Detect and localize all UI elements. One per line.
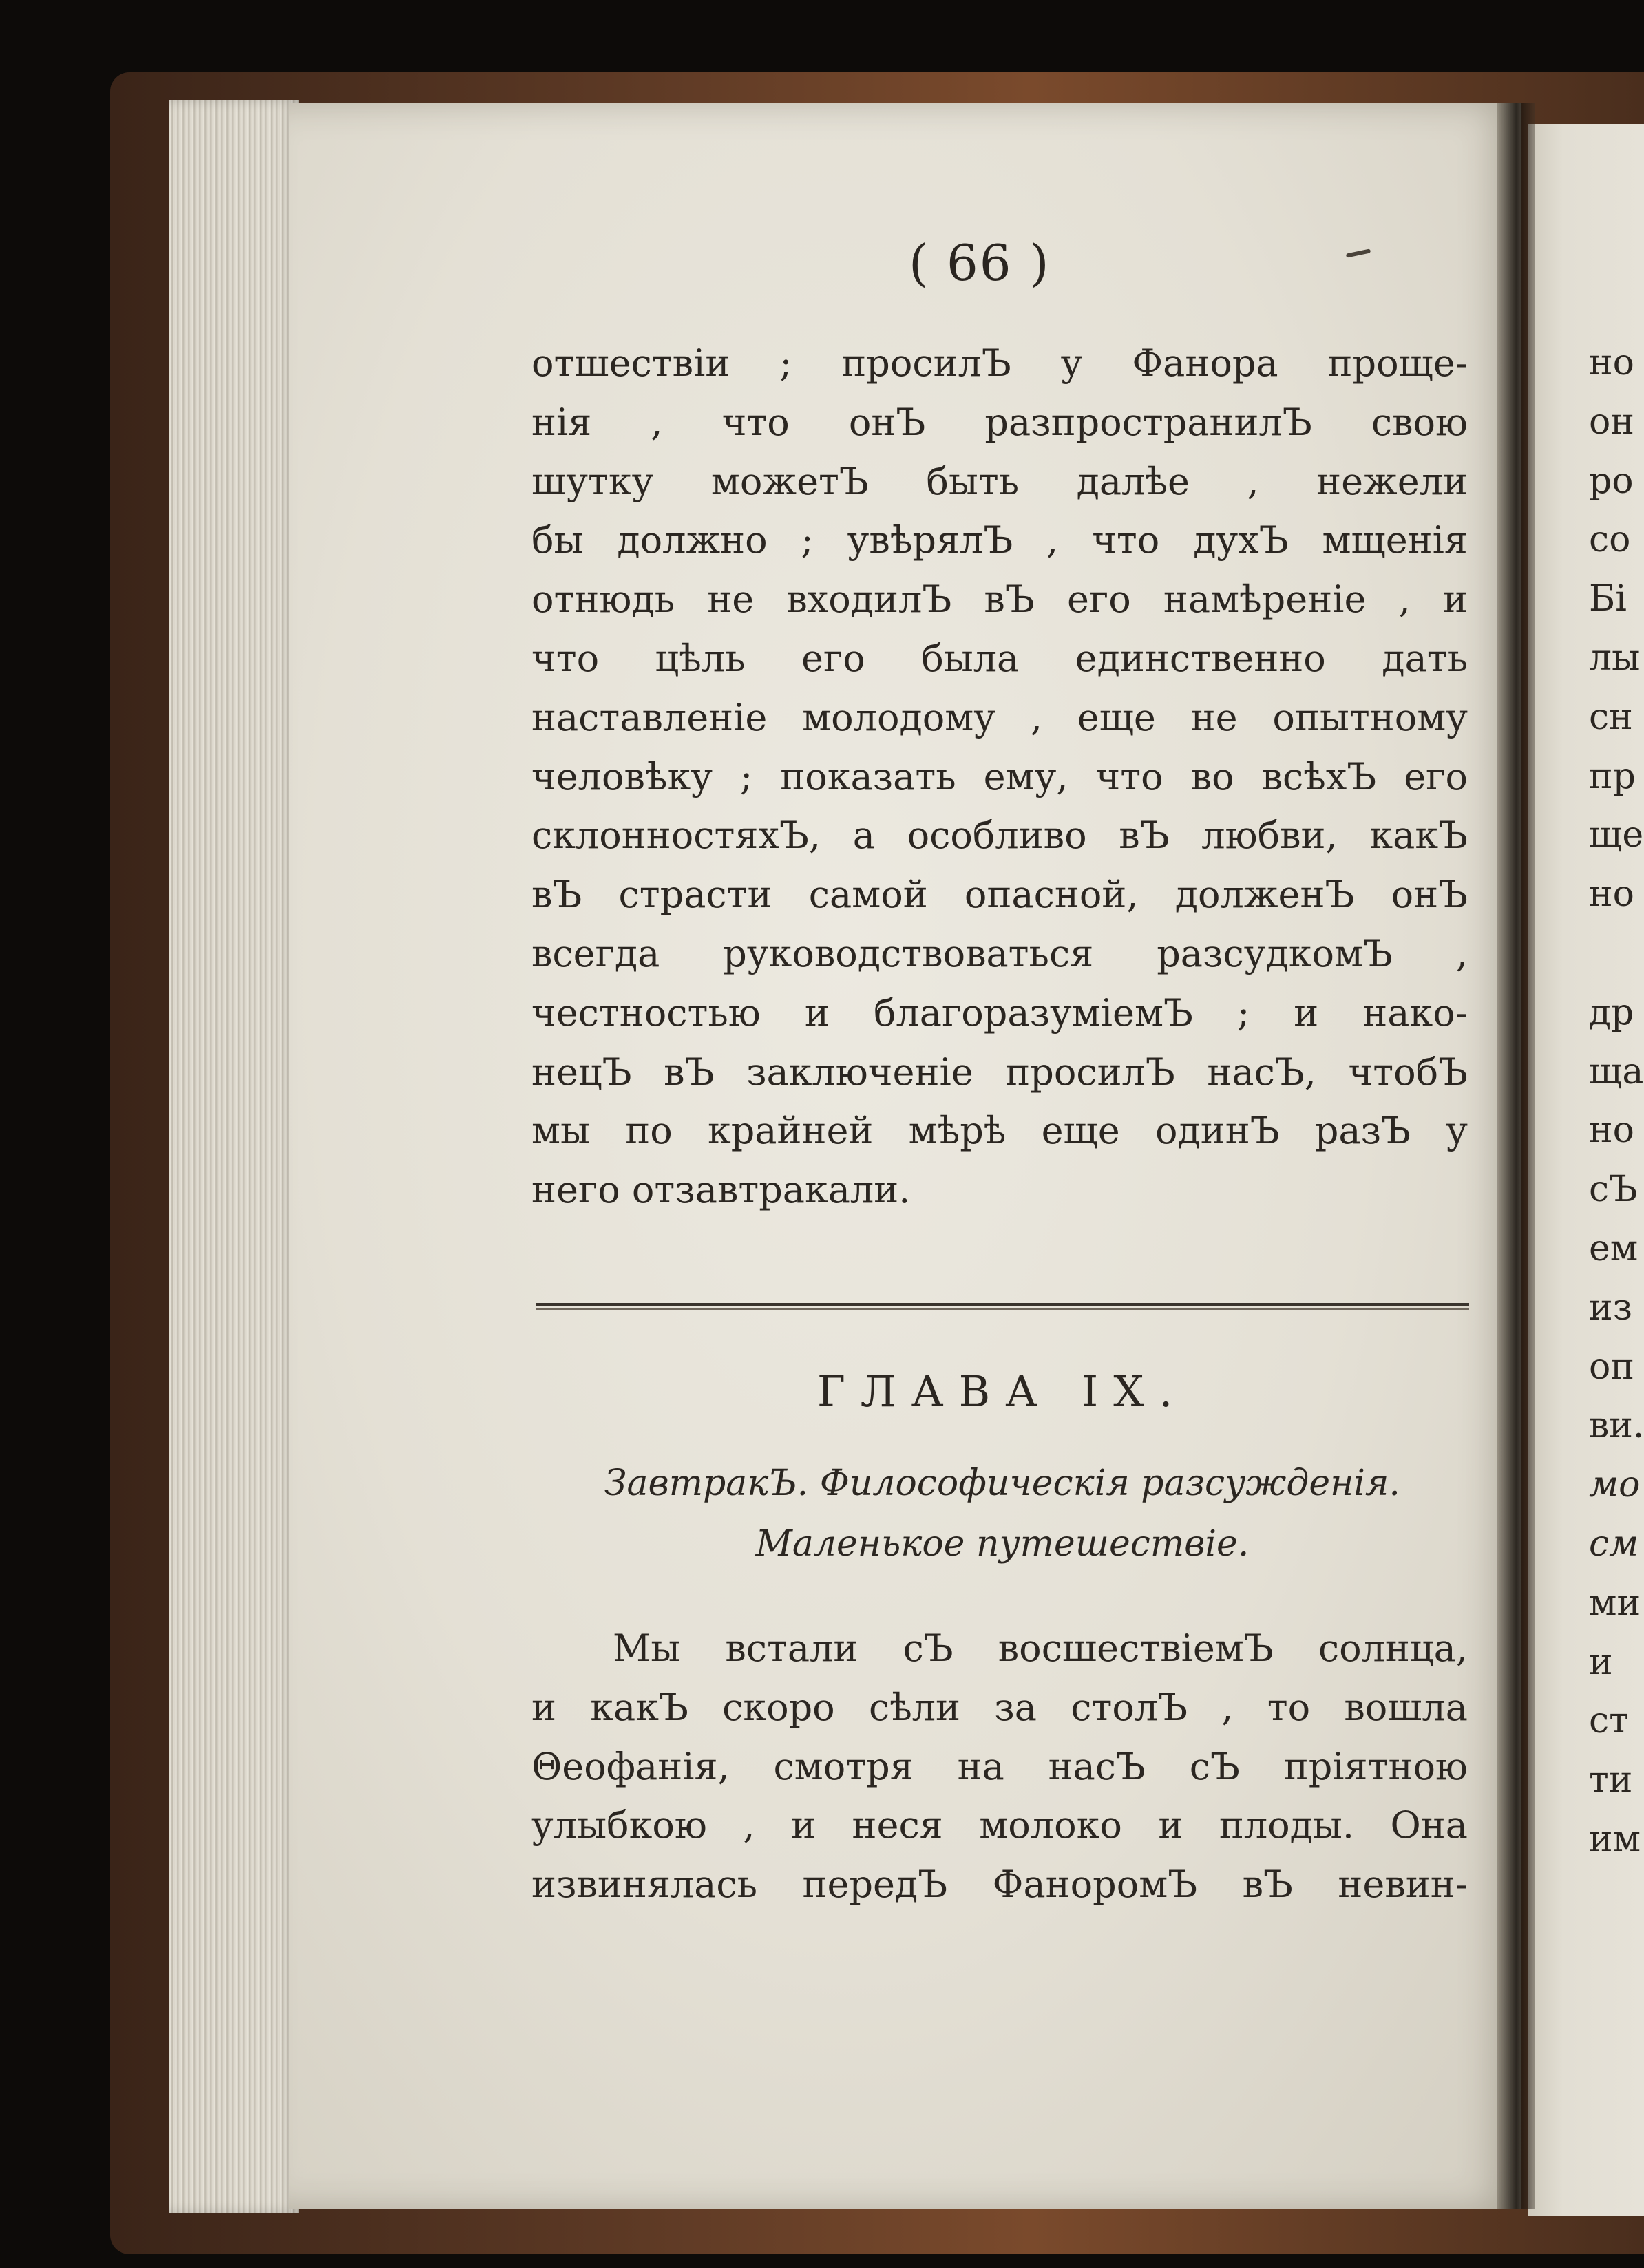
text-fragment: ви. <box>1589 1405 1644 1447</box>
text-line: нія , что онЪ разпространилЪ свою <box>531 400 1468 444</box>
text-fragment: сЪ <box>1589 1169 1638 1211</box>
text-fragment: лы <box>1589 637 1641 679</box>
chapter-subtitle: Маленькое путешествіе. <box>755 1523 1250 1565</box>
text-fragment: ще <box>1589 814 1644 856</box>
text-line: шутку можетЪ быть далѣе , нежели <box>531 459 1468 503</box>
text-fragment: сн <box>1589 696 1633 738</box>
section-divider <box>536 1303 1469 1306</box>
text-fragment: оп <box>1589 1346 1634 1388</box>
text-fragment: из <box>1589 1286 1633 1328</box>
text-fragment: но <box>1589 342 1634 383</box>
text-line: бы должно ; увѣрялЪ , что духЪ мщенія <box>531 518 1468 562</box>
text-line: наставленіе молодому , еще не опытному <box>531 695 1468 739</box>
text-fragment: и <box>1589 1641 1613 1683</box>
text-fragment: Бі <box>1589 578 1627 620</box>
text-line: извинялась передЪ ФаноромЪ вЪ невин- <box>531 1863 1468 1907</box>
text-line: отнюдь не входилЪ вЪ его намѣреніе , и <box>531 577 1468 622</box>
text-fragment: им <box>1589 1818 1641 1860</box>
text-line: склонностяхЪ, а особливо вЪ любви, какЪ <box>531 814 1468 858</box>
text-fragment: ро <box>1589 460 1634 502</box>
text-line: нецЪ вЪ заключеніе просилЪ насЪ, чтобЪ <box>531 1050 1468 1094</box>
text-fragment: но <box>1589 873 1634 915</box>
text-line: человѣку ; показать ему, что во всѣхЪ его <box>531 754 1468 798</box>
chapter-heading: ГЛАВА IX. <box>816 1366 1188 1417</box>
section-divider-thin <box>536 1308 1469 1310</box>
page-number: ( 66 ) <box>909 234 1051 292</box>
chapter-paragraph <box>531 1619 1468 1914</box>
text-fragment: пр <box>1589 755 1636 797</box>
text-line: что цѣль его была единственно дать <box>531 636 1468 680</box>
text-line: улыбкою , и неся молоко и плоды. Она <box>531 1803 1468 1847</box>
text-line: Мы встали сЪ восшествіемЪ солнца, <box>613 1626 1468 1670</box>
text-fragment: см <box>1589 1523 1639 1565</box>
text-fragment: ми <box>1589 1582 1641 1624</box>
text-line: Θеофанія, смотря на насЪ сЪ пріятною <box>531 1744 1468 1788</box>
text-line: и какЪ скоро сѣли за столЪ , то вошла <box>531 1685 1468 1729</box>
chapter-subtitle: ЗавтракЪ. Философическія разсужденія. <box>604 1463 1400 1504</box>
text-line: всегда руководствоваться разсудкомЪ , <box>531 931 1468 975</box>
body-text <box>531 334 1468 1220</box>
text-fragment: мо <box>1589 1464 1641 1506</box>
text-fragment: ти <box>1589 1759 1633 1801</box>
text-fragment: ем <box>1589 1227 1638 1269</box>
text-fragment: но <box>1589 1110 1634 1152</box>
text-fragment: ст <box>1589 1700 1629 1742</box>
text-fragment <box>1589 924 1644 984</box>
next-page-text <box>1589 334 1644 1869</box>
text-fragment: ща <box>1589 1050 1644 1092</box>
text-line: мы по крайней мѣрѣ еще одинЪ разЪ у <box>531 1109 1468 1153</box>
text-fragment: со <box>1589 519 1631 561</box>
text-line: него отзавтракали. <box>531 1168 911 1212</box>
text-line: вЪ страсти самой опасной, долженЪ онЪ <box>531 873 1468 917</box>
text-fragment: он <box>1589 401 1634 443</box>
text-fragment: др <box>1589 991 1634 1033</box>
book-gutter <box>1497 103 1535 2209</box>
text-line: честностью и благоразуміемЪ ; и нако- <box>531 990 1468 1035</box>
text-line: отшествіи ; просилЪ у Фанора проще- <box>531 341 1468 385</box>
page-edges <box>169 100 299 2213</box>
